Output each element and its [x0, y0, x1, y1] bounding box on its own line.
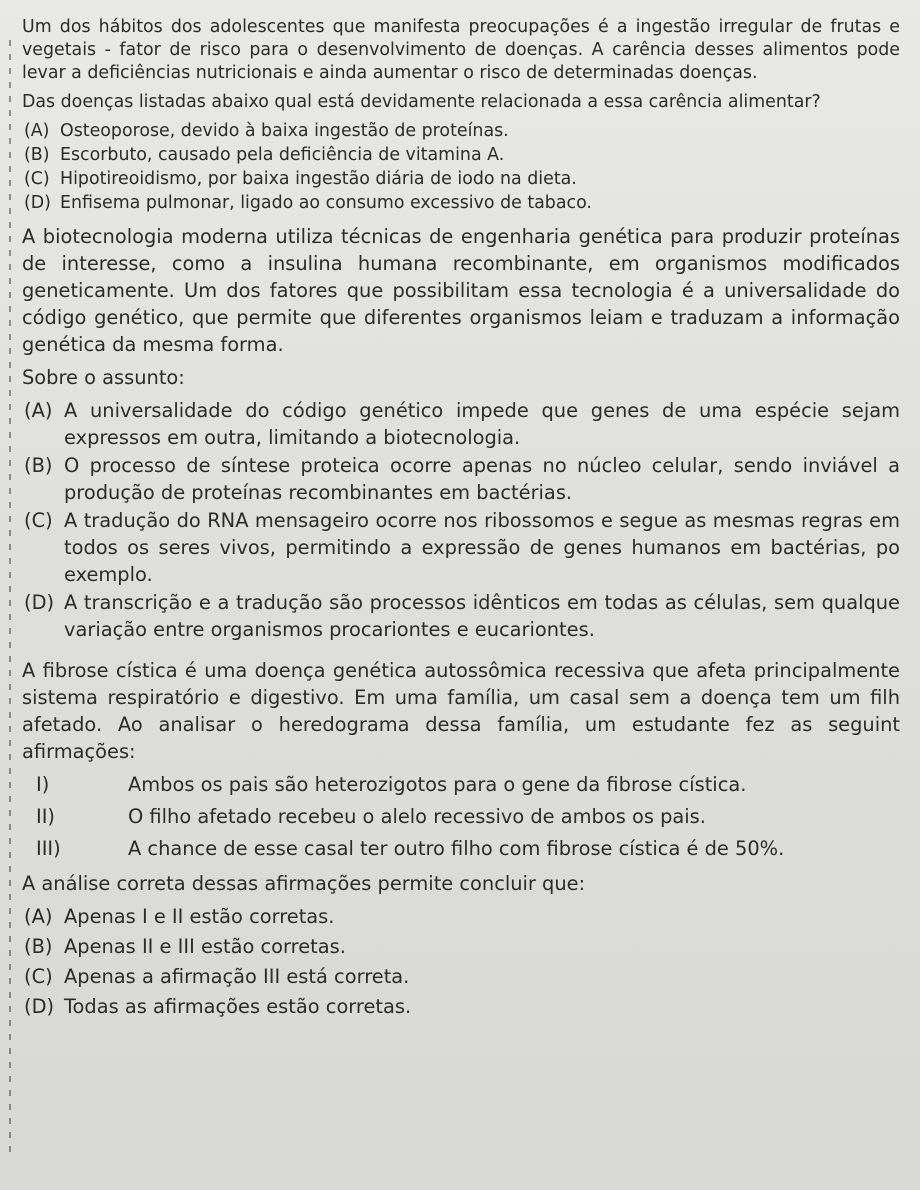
option-text: A tradução do RNA mensageiro ocorre nos ribossomos e segue as mesmas regras em todos os seres vivos, permitindo a expressão de genes humanos em bactérias, po exemplo.: [64, 509, 900, 586]
question-2-intro: A biotecnologia moderna utiliza técnicas de engenharia genética para produzir proteínas de interesse, como a insulina humana recombinante, em organismos modificados geneticamente. Um dos fatores que possibilitam essa tecnologia é a universalidade do código genético, que permite que diferentes organismos leiam e traduzam a informação genética da mesma forma.: [22, 225, 900, 356]
option-a[interactable]: [24, 903, 900, 930]
option-letter: (D): [24, 591, 55, 614]
question-3-options: [24, 903, 900, 1020]
question-2-prompt: Sobre o assunto:: [22, 366, 185, 389]
option-text: Escorbuto, causado pela deficiência de vitamina A.: [60, 145, 505, 165]
margin-dashed-line: [9, 40, 11, 1160]
option-letter: (A): [24, 121, 50, 141]
option-text: Apenas I e II estão corretas.: [64, 905, 335, 928]
option-text: Osteoporose, devido à baixa ingestão de proteínas.: [60, 121, 509, 141]
option-d[interactable]: [24, 589, 900, 643]
option-a[interactable]: [24, 397, 900, 451]
question-3-prompt: A análise correta dessas afirmações permite concluir que:: [22, 872, 586, 895]
statement-number: III): [36, 837, 61, 860]
option-c[interactable]: [24, 963, 900, 990]
option-letter: (C): [24, 509, 53, 532]
option-text: Hipotireoidismo, por baixa ingestão diária de iodo na dieta.: [60, 169, 577, 189]
option-letter: (C): [24, 965, 53, 988]
option-b[interactable]: [24, 933, 900, 960]
option-letter: (A): [24, 399, 53, 422]
option-text: Apenas II e III estão corretas.: [64, 935, 346, 958]
statement-1: [36, 771, 900, 798]
option-letter: (B): [24, 145, 50, 165]
question-1: [22, 16, 900, 215]
option-text: O processo de síntese proteica ocorre apenas no núcleo celular, sendo inviável a produção de proteínas recombinantes em bactérias.: [64, 454, 900, 504]
statement-2: [36, 803, 900, 830]
statement-3: [36, 835, 900, 862]
option-b[interactable]: [24, 452, 900, 506]
statement-number: II): [36, 805, 56, 828]
question-3-intro: A fibrose cística é uma doença genética autossômica recessiva que afeta principalmente sistema respiratório e digestivo. Em uma família, um casal sem a doença tem um filh afetado. Ao analisar o heredograma dessa família, um estudante fez as seguint afirmações:: [22, 659, 900, 763]
option-a[interactable]: [24, 120, 900, 143]
question-3: [22, 657, 900, 1020]
option-letter: (D): [24, 193, 51, 213]
option-d[interactable]: [24, 192, 900, 215]
option-letter: (A): [24, 905, 53, 928]
question-1-options: [24, 120, 900, 215]
option-d[interactable]: [24, 993, 900, 1020]
statement-text: A chance de esse casal ter outro filho com fibrose cística é de 50%.: [128, 837, 785, 860]
option-text: Enfisema pulmonar, ligado ao consumo excessivo de tabaco.: [60, 193, 592, 213]
option-letter: (D): [24, 995, 55, 1018]
question-2-options: [24, 397, 900, 643]
option-text: A transcrição e a tradução são processos idênticos em todas as células, sem qualque variação entre organismos procariontes e eucariontes.: [64, 591, 900, 641]
statement-number: I): [36, 773, 50, 796]
option-text: Apenas a afirmação III está correta.: [64, 965, 410, 988]
option-letter: (B): [24, 935, 53, 958]
option-letter: (C): [24, 169, 50, 189]
question-3-statements: [36, 771, 900, 862]
question-1-intro: Um dos hábitos dos adolescentes que manifesta preocupações é a ingestão irregular de frutas e vegetais - fator de risco para o desenvolvimento de doenças. A carência desses alimentos pode levar a deficiências nutricionais e ainda aumentar o risco de determinadas doenças.: [22, 17, 900, 83]
option-letter: (B): [24, 454, 53, 477]
statement-text: O filho afetado recebeu o alelo recessivo de ambos os pais.: [128, 805, 706, 828]
option-text: Todas as afirmações estão corretas.: [64, 995, 412, 1018]
question-1-prompt: Das doenças listadas abaixo qual está devidamente relacionada a essa carência alimentar?: [22, 92, 821, 112]
statement-text: Ambos os pais são heterozigotos para o gene da fibrose cística.: [128, 773, 747, 796]
option-b[interactable]: [24, 144, 900, 167]
option-text: A universalidade do código genético impede que genes de uma espécie sejam expressos em outra, limitando a biotecnologia.: [64, 399, 900, 449]
option-c[interactable]: [24, 507, 900, 588]
option-c[interactable]: [24, 168, 900, 191]
question-2: [22, 223, 900, 643]
